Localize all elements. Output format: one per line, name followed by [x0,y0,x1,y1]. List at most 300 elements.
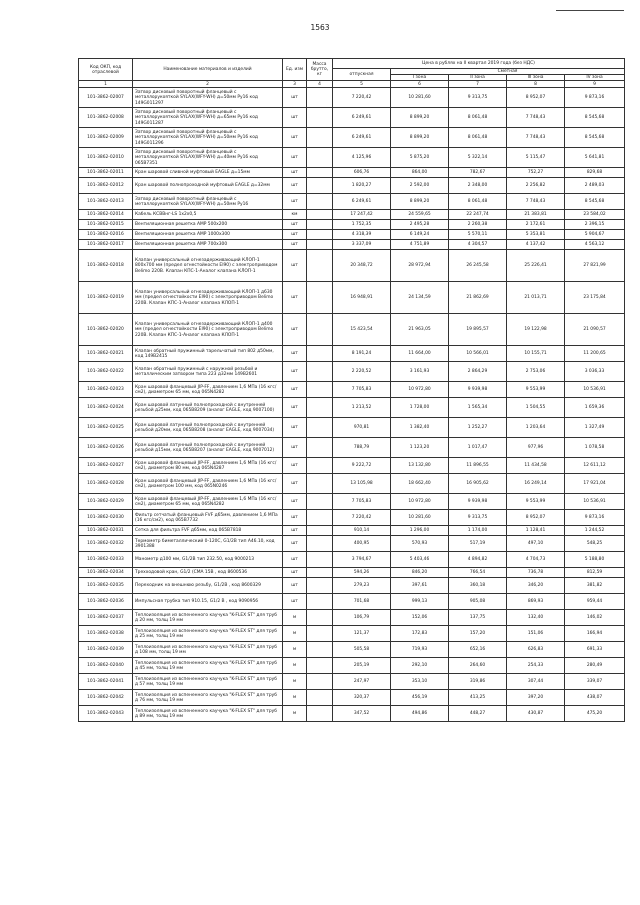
table-row [79,474,625,494]
row-price-zone-3: 869,93 [507,594,565,610]
row-price-zone-4: 10 536,91 [565,382,625,398]
row-price-zone-4: 2 489,03 [565,178,625,194]
column-index: 6 [391,81,449,88]
row-mass [307,346,333,362]
column-index-row [79,81,625,88]
row-price-zone-4: 475,20 [565,706,625,722]
row-price-zone-2: 2 864,29 [449,362,507,382]
row-price-zone-2: 905,08 [449,594,507,610]
row-price-zone-3: 16 249,14 [507,474,565,494]
row-price-zone-3: 626,83 [507,642,565,658]
row-mass [307,382,333,398]
row-code: 101-3862-02032 [79,536,133,552]
row-price-zone-1: 1 728,00 [391,398,449,418]
row-price-zone-4: 23 175,84 [565,282,625,314]
row-price-zone-4: 21 090,57 [565,314,625,346]
table-row [79,536,625,552]
row-unit: шт [283,458,307,474]
row-price-zone-4: 5 904,67 [565,230,625,240]
row-unit: шт [283,88,307,108]
row-name: Вентиляционная решетка AMP 700х300 [133,240,283,250]
row-code: 101-3862-02029 [79,494,133,510]
row-unit: м [283,690,307,706]
row-price-zone-4: 17 921,04 [565,474,625,494]
row-price-release: 6 249,61 [333,128,391,148]
table-row [79,362,625,382]
table-row [79,510,625,526]
row-name: Теплоизоляция из вспененного каучука "K-FLEX ST" для труб д 89 мм, толщ 19 мм [133,706,283,722]
row-price-zone-2: 4 894,82 [449,552,507,568]
row-price-release: 121,37 [333,626,391,642]
row-name: Затвор дисковый поворотный фланцевый с металлорукояткой SYLAX(WFY-WH) д=50мм Ру16 код 149G011296 [133,128,283,148]
row-price-zone-3: 497,10 [507,536,565,552]
row-mass [307,108,333,128]
row-code: 101-3862-02043 [79,706,133,722]
row-price-release: 320,37 [333,690,391,706]
row-price-release: 7 220,42 [333,510,391,526]
row-price-zone-1: 5 875,20 [391,148,449,168]
row-price-zone-4: 2 396,15 [565,220,625,230]
row-price-zone-1: 24 134,59 [391,282,449,314]
table-row [79,194,625,210]
table-row [79,626,625,642]
row-price-zone-4: 146,02 [565,610,625,626]
row-mass [307,552,333,568]
row-mass [307,458,333,474]
row-price-zone-3: 10 155,71 [507,346,565,362]
row-price-zone-1: 152,06 [391,610,449,626]
row-price-zone-3: 8 952,07 [507,510,565,526]
table-row [79,418,625,438]
header-price-group: Цена в рублях на II квартал 2019 года (без НДС) [333,59,625,69]
row-price-zone-3: 346,20 [507,578,565,594]
row-mass [307,168,333,178]
table-row [79,108,625,128]
row-unit: шт [283,346,307,362]
row-mass [307,128,333,148]
row-price-zone-2: 2 348,00 [449,178,507,194]
row-price-release: 20 348,72 [333,250,391,282]
row-price-zone-1: 5 403,46 [391,552,449,568]
row-price-zone-1: 3 161,93 [391,362,449,382]
row-price-release: 205,19 [333,658,391,674]
row-price-release: 17 247,42 [333,210,391,220]
row-price-zone-3: 25 226,41 [507,250,565,282]
row-unit: м [283,626,307,642]
row-name: Кран шаровой полнопроходной муфтовый EAGLE д=32мм [133,178,283,194]
row-price-zone-1: 8 899,20 [391,128,449,148]
row-mass [307,494,333,510]
row-code: 101-3862-02021 [79,346,133,362]
row-code: 101-3862-02038 [79,626,133,642]
row-code: 101-3862-02015 [79,220,133,230]
row-mass [307,314,333,346]
row-code: 101-3862-02016 [79,230,133,240]
row-price-zone-4: 5 641,81 [565,148,625,168]
row-mass [307,194,333,210]
row-unit: м [283,706,307,722]
row-mass [307,210,333,220]
row-price-zone-4: 1 659,36 [565,398,625,418]
table-row [79,526,625,536]
row-price-zone-2: 1 252,27 [449,418,507,438]
row-price-zone-4: 829,68 [565,168,625,178]
row-price-release: 4 125,96 [333,148,391,168]
row-unit: шт [283,398,307,418]
row-price-zone-2: 137,75 [449,610,507,626]
row-name: Переходник на внешнюю резьбу, G1/2В , код 8600329 [133,578,283,594]
row-price-zone-1: 292,10 [391,658,449,674]
row-code: 101-3862-02033 [79,552,133,568]
row-mass [307,626,333,642]
row-price-zone-4: 9 873,16 [565,510,625,526]
row-code: 101-3862-02039 [79,642,133,658]
row-price-zone-2: 517,19 [449,536,507,552]
row-price-zone-3: 1 504,55 [507,398,565,418]
row-code: 101-3862-02040 [79,658,133,674]
row-price-zone-4: 166,94 [565,626,625,642]
row-price-zone-2: 766,54 [449,568,507,578]
row-code: 101-3862-02030 [79,510,133,526]
row-price-zone-1: 999,13 [391,594,449,610]
row-price-zone-4: 9 873,16 [565,88,625,108]
row-price-zone-1: 2 495,28 [391,220,449,230]
row-price-release: 16 948,91 [333,282,391,314]
row-price-zone-3: 5 115,47 [507,148,565,168]
row-code: 101-3862-02024 [79,398,133,418]
row-price-zone-2: 26 245,58 [449,250,507,282]
row-mass [307,362,333,382]
row-name: Клапан универсальный огнезадерживающий КЛОП-1 д400 мм (предел огнестойкости EI90) с электроприводом Belimo 220В. Клапан КПС-1-Аналог клапана КЛОП-1 [133,314,283,346]
row-price-zone-2: 8 061,48 [449,128,507,148]
row-name: Импульсная трубка тип 910.15, G1/2 В , код 9090956 [133,594,283,610]
row-price-release: 13 105,98 [333,474,391,494]
row-price-zone-3: 21 013,71 [507,282,565,314]
column-index: 7 [449,81,507,88]
row-price-release: 7 705,83 [333,382,391,398]
row-price-zone-4: 8 545,68 [565,128,625,148]
row-unit: шт [283,526,307,536]
row-price-zone-2: 2 260,38 [449,220,507,230]
header-code: Код ОКП, код отраслевой [79,59,133,81]
header-unit: Ед. изм [283,59,307,81]
row-unit: шт [283,578,307,594]
row-price-zone-3: 977,96 [507,438,565,458]
row-price-zone-4: 10 536,91 [565,494,625,510]
row-mass [307,178,333,194]
table-row [79,398,625,418]
table-row [79,658,625,674]
row-price-zone-1: 719,93 [391,642,449,658]
row-code: 101-3862-02014 [79,210,133,220]
row-price-release: 347,52 [333,706,391,722]
row-price-zone-1: 18 662,40 [391,474,449,494]
row-price-zone-4: 1 078,58 [565,438,625,458]
row-code: 101-3862-02034 [79,568,133,578]
row-mass [307,398,333,418]
row-price-zone-3: 397,20 [507,690,565,706]
row-name: Теплоизоляция из вспененного каучука "K-FLEX ST" для труб д 25 мм, толщ 19 мм [133,626,283,642]
row-mass [307,568,333,578]
row-name: Трехходовой кран, G1/2 (СМА 15B , код 8600536 [133,568,283,578]
row-price-zone-1: 21 963,05 [391,314,449,346]
row-price-zone-1: 6 149,24 [391,230,449,240]
row-price-release: 910,14 [333,526,391,536]
row-name: Затвор дисковый поворотный фланцевый с металлорукояткой SYLAX(WFY-WH) д=65мм Ру16 код 149G011287 [133,108,283,128]
row-name: Кран шаровой латунный полнопроходной с внутренней резьбой д15мм, код 065B8207 (аналог EAGLE, код 9007012) [133,438,283,458]
row-price-zone-1: 494,86 [391,706,449,722]
table-row [79,568,625,578]
row-unit: шт [283,250,307,282]
row-mass [307,526,333,536]
row-code: 101-3862-02037 [79,610,133,626]
row-price-zone-2: 10 566,01 [449,346,507,362]
row-name: Кран шаровой сливной муфтовый EAGLE д=15мм [133,168,283,178]
row-name: Теплоизоляция из вспененного каучука "K-FLEX ST" для труб д 76 мм, толщ 19 мм [133,690,283,706]
row-unit: шт [283,168,307,178]
row-price-zone-3: 9 553,99 [507,494,565,510]
row-unit: шт [283,230,307,240]
column-index: 1 [79,81,133,88]
row-price-zone-3: 307,44 [507,674,565,690]
row-price-zone-2: 652,16 [449,642,507,658]
row-code: 101-3862-02012 [79,178,133,194]
row-mass [307,282,333,314]
row-price-zone-3: 9 553,99 [507,382,565,398]
row-name: Кран шаровой латунный полнопроходной с внутренней резьбой д20мм, код 065B8208 (аналог EAGLE, код 9007034) [133,418,283,438]
row-price-release: 9 222,72 [333,458,391,474]
row-mass [307,510,333,526]
row-price-release: 1 820,27 [333,178,391,194]
row-price-release: 970,81 [333,418,391,438]
table-row [79,706,625,722]
table-row [79,642,625,658]
row-price-zone-4: 27 821,99 [565,250,625,282]
row-mass [307,418,333,438]
row-price-zone-1: 397,61 [391,578,449,594]
row-unit: м [283,674,307,690]
row-unit: км [283,210,307,220]
row-name: Кран шаровой латунный полнопроходной с внутренней резьбой д25мм, код 065B8209 (аналог EAGLE, код 9007100) [133,398,283,418]
row-unit: шт [283,494,307,510]
row-mass [307,578,333,594]
row-price-zone-4: 691,33 [565,642,625,658]
row-name: Фильтр сетчатый фланцевый FVF д65мм, давлением 1,6 МПа (16 кгс/см2), код 065B7732 [133,510,283,526]
row-name: Теплоизоляция из вспененного каучука "K-FLEX ST" для труб д 20 мм, толщ 19 мм [133,610,283,626]
row-name: Кабель КСВВнг-LS 1х2х0,5 [133,210,283,220]
row-price-zone-4: 438,07 [565,690,625,706]
header-zone-2: II зона [449,75,507,81]
row-price-zone-3: 736,78 [507,568,565,578]
row-price-zone-2: 22 247,74 [449,210,507,220]
row-price-zone-1: 28 972,94 [391,250,449,282]
column-index: 9 [565,81,625,88]
table-row [79,610,625,626]
row-code: 101-3862-02042 [79,690,133,706]
row-code: 101-3862-02022 [79,362,133,382]
row-code: 101-3862-02010 [79,148,133,168]
header-zone-3: III зона [507,75,565,81]
row-price-zone-1: 4 751,89 [391,240,449,250]
row-mass [307,594,333,610]
row-unit: шт [283,536,307,552]
page-number: 1563 [310,23,330,32]
row-unit: м [283,610,307,626]
row-price-release: 106,79 [333,610,391,626]
row-price-release: 247,97 [333,674,391,690]
row-unit: шт [283,240,307,250]
row-price-zone-2: 782,67 [449,168,507,178]
table-row [79,594,625,610]
row-price-zone-4: 959,44 [565,594,625,610]
row-name: Затвор дисковый поворотный фланцевый с металлорукояткой SYLAX(WFY-WH) д=40мм Ру16 код 065B7351 [133,148,283,168]
row-code: 101-3862-02013 [79,194,133,210]
row-price-zone-1: 13 132,80 [391,458,449,474]
row-mass [307,674,333,690]
row-price-zone-4: 5 188,80 [565,552,625,568]
table-row [79,674,625,690]
row-code: 101-3862-02028 [79,474,133,494]
table-row [79,230,625,240]
row-unit: шт [283,220,307,230]
row-code: 101-3862-02008 [79,108,133,128]
row-code: 101-3862-02031 [79,526,133,536]
row-name: Затвор дисковый поворотный фланцевый с металлорукояткой SYLAX(WFY-WH) д=50мм Ру16 [133,194,283,210]
table-row [79,314,625,346]
table-row [79,458,625,474]
row-unit: шт [283,474,307,494]
row-name: Кран шаровой фланцевый JIP-FF, давлением 1,6 МПа (16 кгс/см2), диаметром 65 мм, код 065N4282 [133,382,283,398]
row-code: 101-3862-02017 [79,240,133,250]
column-index: 8 [507,81,565,88]
table-row [79,346,625,362]
row-price-zone-2: 1 017,47 [449,438,507,458]
row-price-zone-1: 1 296,00 [391,526,449,536]
row-price-zone-2: 8 061,48 [449,194,507,210]
table-row [79,240,625,250]
row-price-zone-3: 7 748,43 [507,194,565,210]
row-price-release: 279,23 [333,578,391,594]
row-price-zone-1: 864,00 [391,168,449,178]
row-price-zone-1: 10 281,60 [391,88,449,108]
row-price-zone-2: 448,27 [449,706,507,722]
row-price-zone-4: 8 545,68 [565,108,625,128]
table-row [79,494,625,510]
row-code: 101-3862-02011 [79,168,133,178]
row-price-zone-4: 4 563,12 [565,240,625,250]
row-price-zone-1: 846,20 [391,568,449,578]
row-price-zone-1: 10 972,80 [391,494,449,510]
row-unit: шт [283,362,307,382]
row-mass [307,690,333,706]
row-mass [307,536,333,552]
row-price-zone-3: 4 704,73 [507,552,565,568]
row-unit: шт [283,108,307,128]
row-unit: шт [283,594,307,610]
row-unit: шт [283,382,307,398]
row-mass [307,706,333,722]
column-index: 3 [283,81,307,88]
row-price-zone-2: 9 313,75 [449,88,507,108]
row-price-zone-2: 19 895,57 [449,314,507,346]
row-mass [307,474,333,494]
row-price-zone-1: 2 592,00 [391,178,449,194]
row-unit: шт [283,128,307,148]
row-unit: шт [283,418,307,438]
row-price-zone-4: 12 611,12 [565,458,625,474]
row-price-zone-3: 1 128,41 [507,526,565,536]
row-price-release: 6 249,61 [333,108,391,128]
row-price-zone-2: 8 061,48 [449,108,507,128]
row-price-zone-3: 752,27 [507,168,565,178]
table-row [79,250,625,282]
row-price-zone-4: 11 200,65 [565,346,625,362]
row-price-zone-3: 7 748,43 [507,128,565,148]
row-price-release: 2 220,52 [333,362,391,382]
row-price-zone-1: 10 972,80 [391,382,449,398]
row-mass [307,642,333,658]
header-release: отпускная [333,69,391,81]
row-code: 101-3862-02018 [79,250,133,282]
row-price-zone-2: 11 896,55 [449,458,507,474]
row-name: Теплоизоляция из вспененного каучука "K-FLEX ST" для труб д 45 мм, толщ 19 мм [133,658,283,674]
row-price-zone-3: 19 122,98 [507,314,565,346]
row-price-zone-4: 3 036,33 [565,362,625,382]
row-price-release: 505,58 [333,642,391,658]
row-price-zone-1: 10 281,60 [391,510,449,526]
row-name: Вентиляционная решетка AMP 500х200 [133,220,283,230]
row-price-release: 8 191,24 [333,346,391,362]
row-price-zone-2: 319,86 [449,674,507,690]
row-price-release: 6 249,61 [333,194,391,210]
price-table [78,58,625,722]
row-unit: м [283,658,307,674]
row-unit: шт [283,552,307,568]
row-name: Кран шаровой фланцевый JIP-FF, давлением 1,6 МПа (16 кгс/см2), диаметром 65 мм, код 065N4282 [133,494,283,510]
row-price-zone-1: 11 664,00 [391,346,449,362]
row-price-release: 7 220,42 [333,88,391,108]
row-price-release: 15 423,54 [333,314,391,346]
row-price-zone-2: 4 304,57 [449,240,507,250]
row-price-zone-1: 8 899,20 [391,194,449,210]
row-price-zone-2: 1 174,00 [449,526,507,536]
row-price-zone-1: 1 123,20 [391,438,449,458]
row-price-zone-2: 9 939,98 [449,494,507,510]
row-mass [307,240,333,250]
row-name: Теплоизоляция из вспененного каучука "K-FLEX ST" для труб д 108 мм, толщ 19 мм [133,642,283,658]
row-price-zone-4: 339,07 [565,674,625,690]
column-index: 5 [333,81,391,88]
row-name: Клапан обратный пружинный тарельчатый тип 802 д50мм, код 149B2415 [133,346,283,362]
row-price-zone-4: 812,59 [565,568,625,578]
table-row [79,382,625,398]
row-price-zone-2: 413,25 [449,690,507,706]
row-code: 101-3862-02041 [79,674,133,690]
row-mass [307,438,333,458]
header-name: Наименование материалов и изделий [133,59,283,81]
row-unit: шт [283,438,307,458]
row-code: 101-3862-02023 [79,382,133,398]
row-price-release: 606,76 [333,168,391,178]
row-price-zone-1: 8 899,20 [391,108,449,128]
row-price-zone-2: 5 570,11 [449,230,507,240]
row-unit: шт [283,282,307,314]
table-row [79,168,625,178]
row-name: Кран шаровой фланцевый JIP-FF, давлением 1,6 МПа (16 кгс/см2), диаметром 80 мм, код 065N4287 [133,458,283,474]
row-price-zone-4: 23 584,02 [565,210,625,220]
row-unit: шт [283,148,307,168]
row-price-release: 1 752,35 [333,220,391,230]
